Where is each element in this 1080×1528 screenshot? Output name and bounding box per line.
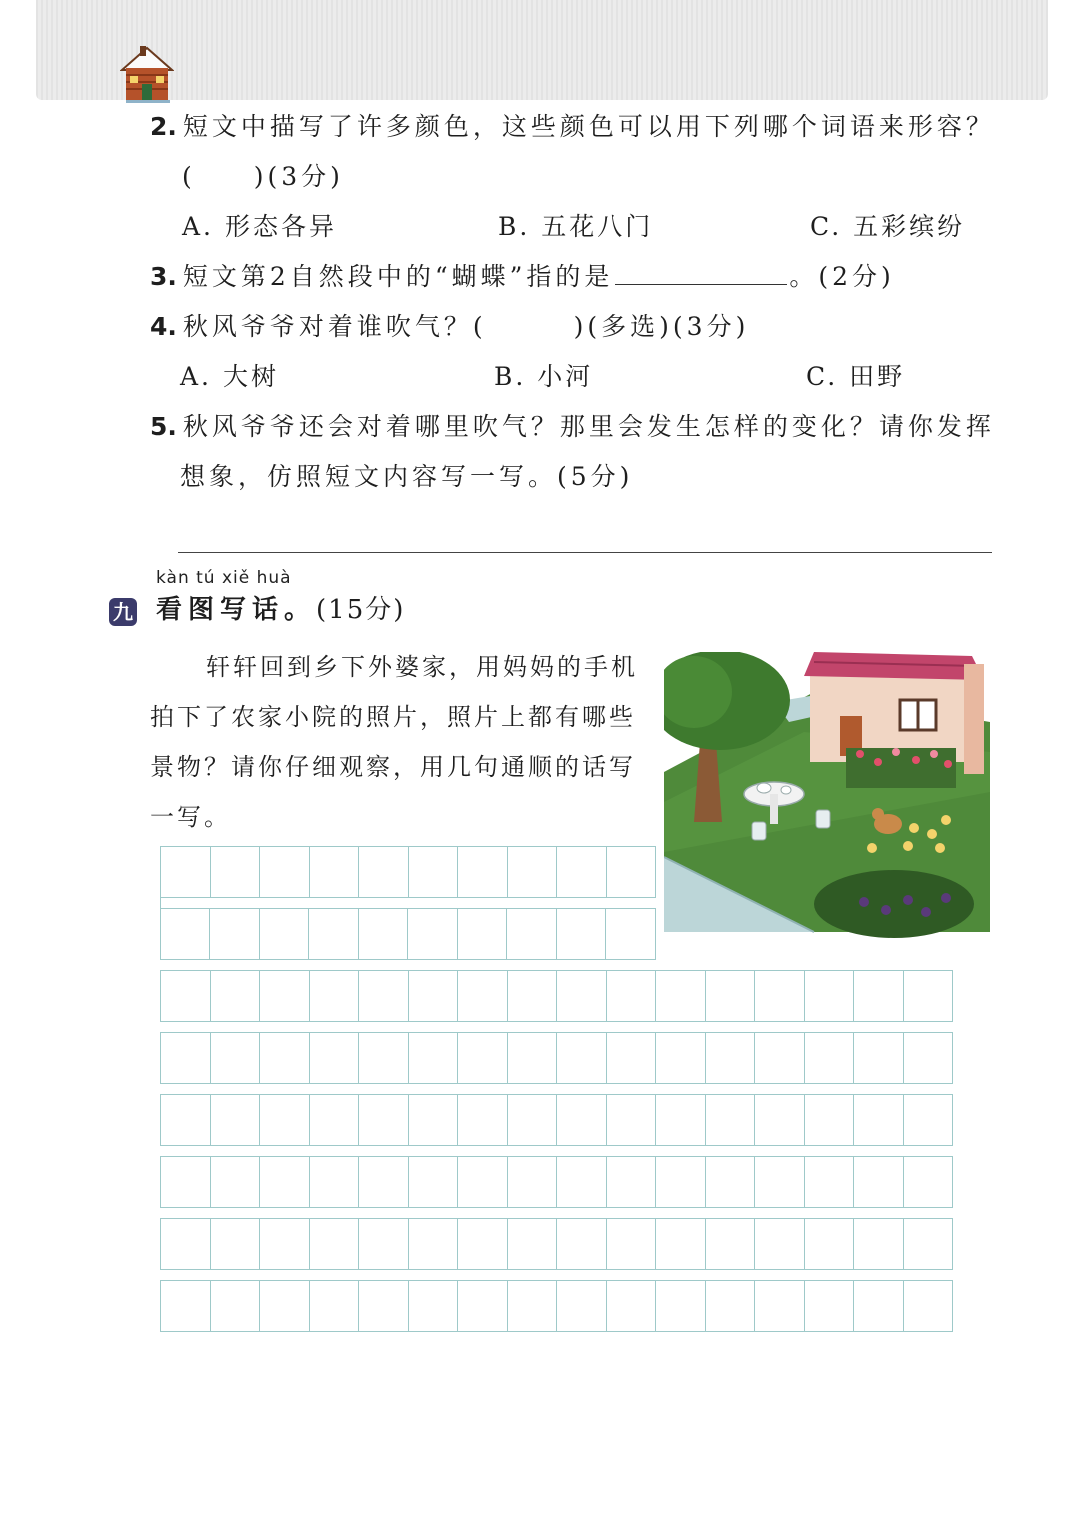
question-text: 秋风爷爷还会对着哪里吹气？那里会发生怎样的变化？请你发挥: [182, 412, 995, 441]
grid-cell[interactable]: [904, 1219, 954, 1270]
grid-cell[interactable]: [211, 1033, 261, 1084]
grid-cell[interactable]: [656, 1095, 706, 1146]
grid-cell[interactable]: [309, 909, 359, 960]
grid-cell[interactable]: [260, 847, 310, 898]
question-2-answer-bracket: ( )(3分): [182, 162, 344, 191]
grid-cell[interactable]: [656, 1281, 706, 1332]
section-prompt: [150, 642, 660, 842]
grid-cell[interactable]: [161, 1157, 211, 1208]
grid-cell[interactable]: [755, 1033, 805, 1084]
grid-cell[interactable]: [755, 1095, 805, 1146]
q4-option-b: B. 小河: [494, 362, 594, 391]
grid-cell[interactable]: [755, 1281, 805, 1332]
grid-cell[interactable]: [310, 847, 360, 898]
grid-cell[interactable]: [656, 1157, 706, 1208]
q4-option-a: A. 大树: [180, 362, 279, 391]
grid-cell[interactable]: [706, 1219, 756, 1270]
grid-cell[interactable]: [706, 1157, 756, 1208]
grid-cell[interactable]: [805, 971, 855, 1022]
question-text: 短文中描写了许多颜色，这些颜色可以用下列哪个词语来形容？: [182, 112, 995, 141]
grid-cell[interactable]: [359, 1033, 409, 1084]
question-4: [150, 310, 749, 344]
question-5: [150, 410, 995, 444]
grid-cell[interactable]: [557, 1033, 607, 1084]
grid-cell[interactable]: [854, 1157, 904, 1208]
grid-cell[interactable]: [409, 1281, 459, 1332]
grid-cell[interactable]: [606, 909, 656, 960]
grid-cell[interactable]: [260, 1219, 310, 1270]
grid-row[interactable]: [161, 1095, 953, 1146]
grid-cell[interactable]: [161, 1219, 211, 1270]
grid-row[interactable]: [160, 908, 657, 960]
q2-option-b: B. 五花八门: [498, 212, 654, 241]
grid-cell[interactable]: [359, 909, 409, 960]
grid-cell[interactable]: [508, 847, 558, 898]
grid-cell[interactable]: [260, 1033, 310, 1084]
grid-cell[interactable]: [310, 1033, 360, 1084]
grid-cell[interactable]: [508, 1033, 558, 1084]
grid-cell[interactable]: [161, 1281, 211, 1332]
grid-row[interactable]: [161, 1219, 953, 1270]
grid-cell[interactable]: [409, 1219, 459, 1270]
grid-cell[interactable]: [409, 1157, 459, 1208]
section-prompt-text: 轩轩回到乡下外婆家，用妈妈的手机拍下了农家小院的照片，照片上都有哪些景物？请你仔细观察，用几句通顺的话写一写。: [150, 653, 638, 831]
writing-grid-row[interactable]: [160, 1094, 953, 1146]
grid-cell[interactable]: [458, 1033, 508, 1084]
grid-cell[interactable]: [557, 1095, 607, 1146]
writing-grid-row[interactable]: [160, 1156, 953, 1208]
grid-cell[interactable]: [409, 1033, 459, 1084]
question-2: [150, 110, 995, 144]
grid-cell[interactable]: [211, 847, 261, 898]
question-number: 2.: [150, 112, 177, 141]
section-pinyin: kàn tú xiě huà: [156, 568, 292, 588]
grid-cell[interactable]: [607, 1157, 657, 1208]
grid-cell[interactable]: [161, 1033, 211, 1084]
grid-cell[interactable]: [557, 1219, 607, 1270]
grid-cell[interactable]: [359, 1157, 409, 1208]
grid-cell[interactable]: [607, 847, 657, 898]
grid-cell[interactable]: [310, 1095, 360, 1146]
grid-cell[interactable]: [310, 971, 360, 1022]
writing-grid-row[interactable]: [160, 1280, 953, 1332]
grid-row[interactable]: [161, 847, 656, 898]
grid-cell[interactable]: [656, 1219, 706, 1270]
grid-cell[interactable]: [210, 909, 260, 960]
grid-cell[interactable]: [409, 1095, 459, 1146]
grid-cell[interactable]: [260, 909, 310, 960]
question-text: 秋风爷爷对着谁吹气？( )(多选)(3分): [182, 312, 750, 341]
writing-grid-row[interactable]: [160, 1218, 953, 1270]
writing-grid-upper[interactable]: [160, 846, 656, 960]
grid-cell[interactable]: [211, 1219, 261, 1270]
grid-cell[interactable]: [359, 1219, 409, 1270]
grid-cell[interactable]: [310, 1281, 360, 1332]
grid-cell[interactable]: [607, 1281, 657, 1332]
grid-cell[interactable]: [359, 1095, 409, 1146]
grid-cell[interactable]: [557, 1281, 607, 1332]
grid-cell[interactable]: [755, 1157, 805, 1208]
grid-cell[interactable]: [854, 1095, 904, 1146]
grid-cell[interactable]: [508, 971, 558, 1022]
grid-cell[interactable]: [211, 1281, 261, 1332]
grid-cell[interactable]: [805, 1095, 855, 1146]
grid-cell[interactable]: [508, 1219, 558, 1270]
grid-cell[interactable]: [904, 1157, 954, 1208]
grid-cell[interactable]: [607, 1219, 657, 1270]
grid-cell[interactable]: [310, 1157, 360, 1208]
grid-cell[interactable]: [607, 1033, 657, 1084]
answer-line[interactable]: [178, 552, 992, 553]
grid-cell[interactable]: [706, 1033, 756, 1084]
grid-cell[interactable]: [211, 1157, 261, 1208]
section-title: [156, 592, 405, 628]
grid-cell[interactable]: [458, 1281, 508, 1332]
question-number: 5.: [150, 412, 177, 441]
grid-cell[interactable]: [706, 1281, 756, 1332]
writing-grid-row[interactable]: [160, 1032, 953, 1084]
grid-cell[interactable]: [458, 847, 508, 898]
grid-cell[interactable]: [260, 1281, 310, 1332]
grid-cell[interactable]: [408, 909, 458, 960]
grid-cell[interactable]: [161, 909, 211, 960]
grid-cell[interactable]: [854, 1033, 904, 1084]
question-number: 4.: [150, 312, 177, 341]
grid-cell[interactable]: [211, 1095, 261, 1146]
q2-option-c: C. 五彩缤纷: [810, 212, 966, 241]
grid-cell[interactable]: [260, 1157, 310, 1208]
farmyard-illustration: [664, 652, 990, 942]
grid-row[interactable]: [161, 1281, 953, 1332]
section-title-text: 看图写话。: [156, 595, 317, 625]
grid-cell[interactable]: [508, 1281, 558, 1332]
grid-cell[interactable]: [805, 1157, 855, 1208]
question-text-end: 。(2分): [789, 262, 895, 291]
grid-cell[interactable]: [508, 1157, 558, 1208]
grid-cell[interactable]: [508, 1095, 558, 1146]
grid-cell[interactable]: [755, 971, 805, 1022]
grid-cell[interactable]: [507, 909, 557, 960]
q2-option-a: A. 形态各异: [182, 212, 337, 241]
house-icon: [120, 44, 174, 104]
grid-cell[interactable]: [805, 1219, 855, 1270]
grid-cell[interactable]: [161, 971, 211, 1022]
grid-cell[interactable]: [260, 1095, 310, 1146]
grid-cell[interactable]: [854, 1281, 904, 1332]
section-score: (15分): [316, 595, 406, 625]
grid-cell[interactable]: [607, 971, 657, 1022]
grid-cell[interactable]: [557, 909, 607, 960]
question-number: 3.: [150, 262, 177, 291]
grid-cell[interactable]: [458, 909, 508, 960]
grid-cell[interactable]: [854, 971, 904, 1022]
grid-cell[interactable]: [904, 971, 954, 1022]
grid-cell[interactable]: [310, 1219, 360, 1270]
grid-cell[interactable]: [359, 1281, 409, 1332]
grid-cell[interactable]: [557, 971, 607, 1022]
grid-cell[interactable]: [458, 1219, 508, 1270]
grid-row[interactable]: [161, 1033, 953, 1084]
grid-cell[interactable]: [161, 1095, 211, 1146]
grid-cell[interactable]: [409, 847, 459, 898]
grid-cell[interactable]: [161, 847, 211, 898]
q4-option-c: C. 田野: [806, 362, 906, 391]
grid-cell[interactable]: [805, 1281, 855, 1332]
question-5-line2: 想象，仿照短文内容写一写。(5分): [180, 462, 634, 491]
grid-cell[interactable]: [904, 1281, 954, 1332]
question-text: 短文第2自然段中的“蝴蝶”指的是: [182, 262, 614, 291]
grid-row[interactable]: [161, 971, 953, 1022]
grid-cell[interactable]: [656, 1033, 706, 1084]
section-number-badge: 九: [109, 598, 137, 626]
grid-cell[interactable]: [409, 971, 459, 1022]
grid-cell[interactable]: [260, 971, 310, 1022]
grid-cell[interactable]: [557, 1157, 607, 1208]
grid-cell[interactable]: [607, 1095, 657, 1146]
question-3: [150, 260, 895, 294]
grid-cell[interactable]: [904, 1095, 954, 1146]
answer-blank[interactable]: [615, 260, 787, 285]
grid-cell[interactable]: [359, 971, 409, 1022]
grid-cell[interactable]: [211, 971, 261, 1022]
grid-cell[interactable]: [854, 1219, 904, 1270]
grid-cell[interactable]: [458, 971, 508, 1022]
grid-cell[interactable]: [557, 847, 607, 898]
grid-cell[interactable]: [805, 1033, 855, 1084]
grid-row[interactable]: [161, 1157, 953, 1208]
grid-cell[interactable]: [755, 1219, 805, 1270]
header-band: [36, 0, 1048, 100]
grid-cell[interactable]: [656, 971, 706, 1022]
grid-cell[interactable]: [706, 1095, 756, 1146]
grid-cell[interactable]: [359, 847, 409, 898]
grid-cell[interactable]: [706, 971, 756, 1022]
grid-cell[interactable]: [458, 1095, 508, 1146]
writing-grid-row[interactable]: [160, 970, 953, 1022]
grid-cell[interactable]: [904, 1033, 954, 1084]
grid-cell[interactable]: [458, 1157, 508, 1208]
